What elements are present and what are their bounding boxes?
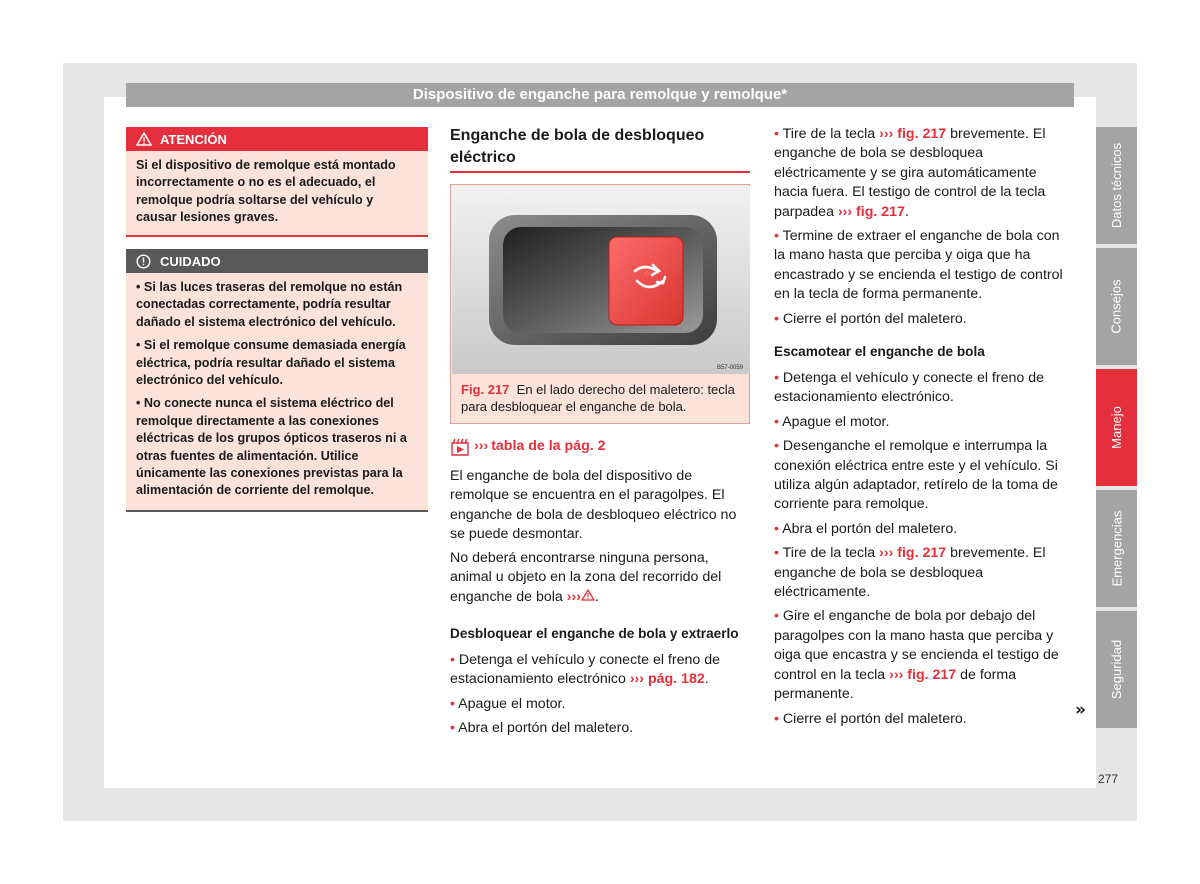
figure-link[interactable]: ››› fig. 217 bbox=[889, 666, 957, 683]
caution-header bbox=[126, 249, 428, 273]
paragraph-clearance: No deberá encontrarse ninguna persona, animal u objeto en la zona del recorrido del enganche de bola ››› . bbox=[450, 550, 722, 605]
list-item: • Desenganche el remolque e interrumpa la conexión eléctrica entre este y el vehículo. Si utiliza algún adaptador, retírelo de la toma de corriente para remolque. bbox=[774, 438, 1058, 513]
caution-item: • Si el remolque consume demasiada energía eléctrica, podría resultar dañado el sistema electrónico del vehículo. bbox=[136, 338, 406, 388]
list-item: • Tire de la tecla ››› fig. 217 brevemente. El enganche de bola se desbloquea eléctricamente y se gira automáticamente hacia fuera. El testigo de control de la tecla parpadea ››› fig. 217. bbox=[774, 126, 1046, 220]
tab-label: Consejos bbox=[1109, 279, 1125, 334]
figure-link[interactable]: ››› fig. 217 bbox=[879, 545, 947, 562]
paragraph-ball-hitch: El enganche de bola del dispositivo de remolque se encuentra en el paragolpes. El enganche de bola de desbloqueo eléctrico no se puede desmontar. bbox=[450, 468, 737, 543]
tab-manejo[interactable] bbox=[1096, 369, 1137, 486]
figure-label: Fig. 217 bbox=[461, 382, 510, 397]
tab-label: Datos técnicos bbox=[1109, 142, 1125, 229]
warning-triangle-icon bbox=[581, 589, 595, 601]
list-item: • Gire el enganche de bola por debajo del paragolpes con la mano hasta que perciba y oiga que encastra y se encienda el testigo de control en la tecla ››› fig. 217 de forma permanente. bbox=[774, 608, 1059, 703]
warning-text: Si el dispositivo de remolque está montado incorrectamente o no es el adecuado, el remolque podría soltarse del vehículo y causar lesiones graves. bbox=[136, 158, 396, 225]
warning-triangle-icon bbox=[136, 132, 152, 146]
list-item: • Tire de la tecla ››› fig. 217 brevemente. El enganche de bola se desbloquea eléctricamente. bbox=[774, 545, 1046, 601]
list-item: • Cierre el portón del maletero. bbox=[774, 310, 967, 327]
tab-label: Seguridad bbox=[1109, 639, 1124, 700]
figure-caption bbox=[461, 381, 743, 415]
tab-datos-tecnicos[interactable] bbox=[1096, 127, 1137, 244]
list-item: • Apague el motor. bbox=[774, 413, 890, 430]
figure-217 bbox=[450, 184, 750, 424]
page-number: 277 bbox=[1098, 772, 1119, 786]
retract-steps bbox=[774, 369, 1074, 734]
ref-text: tabla de la pág. 2 bbox=[491, 438, 606, 455]
list-item: • Apague el motor. bbox=[450, 695, 566, 712]
continue-arrow-icon: » bbox=[1075, 700, 1086, 720]
list-item: • Termine de extraer el enganche de bola con la mano hasta que perciba y oiga que ha encastrado y se encienda el testigo de control en la tecla de forma permanente. bbox=[774, 228, 1063, 303]
caution-item: • Si las luces traseras del remolque no están conectadas correctamente, podría resultar dañado el sistema electrónico del vehículo. bbox=[136, 280, 403, 329]
section-title: Enganche de bola de desbloqueo eléctrico bbox=[450, 127, 705, 166]
switch-illustration bbox=[451, 185, 751, 375]
list-item: • Detenga el vehículo y conecte el freno de estacionamiento electrónico. bbox=[774, 370, 1044, 406]
tab-label: Emergencias bbox=[1109, 510, 1124, 587]
tab-emergencias[interactable] bbox=[1096, 490, 1137, 607]
ref-arrows: ››› bbox=[474, 438, 489, 455]
unlock-heading: Desbloquear el enganche de bola y extraerlo bbox=[450, 626, 739, 641]
figure-link[interactable]: ››› fig. 217 bbox=[837, 203, 905, 220]
warning-title: ATENCIÓN bbox=[160, 131, 227, 147]
list-item: • Cierre el portón del maletero. bbox=[774, 710, 967, 727]
figure-caption-text: En el lado derecho del maletero: tecla para desbloquear el enganche de bola. bbox=[461, 382, 735, 414]
video-book-icon bbox=[450, 437, 470, 457]
warning-box bbox=[126, 127, 428, 237]
page-header: Dispositivo de enganche para remolque y remolque* bbox=[126, 83, 1074, 107]
retract-heading: Escamotear el enganche de bola bbox=[774, 344, 985, 359]
figure-code: B57-0059 bbox=[716, 365, 743, 371]
caution-list bbox=[126, 273, 428, 510]
unlock-steps bbox=[450, 651, 750, 744]
list-item: • Abra el portón del maletero. bbox=[774, 520, 958, 537]
figure-link[interactable]: ››› fig. 217 bbox=[879, 126, 947, 142]
warning-header bbox=[126, 127, 428, 151]
caution-title: CUIDADO bbox=[160, 253, 221, 269]
tab-label: Manejo bbox=[1109, 406, 1125, 449]
caution-item: • No conecte nunca el sistema eléctrico del remolque directamente a las conexiones eléctricas de los grupos ópticos traseros ni a otras fuentes de alimentación. Utilice únicamente las conexiones previstas para la alimentación de corriente del remolque. bbox=[136, 396, 407, 498]
page-link[interactable]: ››› pág. 182 bbox=[629, 671, 705, 688]
tab-consejos[interactable] bbox=[1096, 248, 1137, 365]
caution-circle-icon bbox=[136, 254, 151, 269]
table-reference[interactable] bbox=[450, 437, 606, 457]
caution-box bbox=[126, 249, 428, 512]
tab-seguridad[interactable] bbox=[1096, 611, 1137, 728]
extract-steps bbox=[774, 125, 1074, 334]
list-item: • Detenga el vehículo y conecte el freno de estacionamiento electrónico ››› pág. 182. bbox=[450, 652, 720, 688]
section-rule bbox=[450, 171, 750, 173]
list-item: • Abra el portón del maletero. bbox=[450, 720, 634, 737]
